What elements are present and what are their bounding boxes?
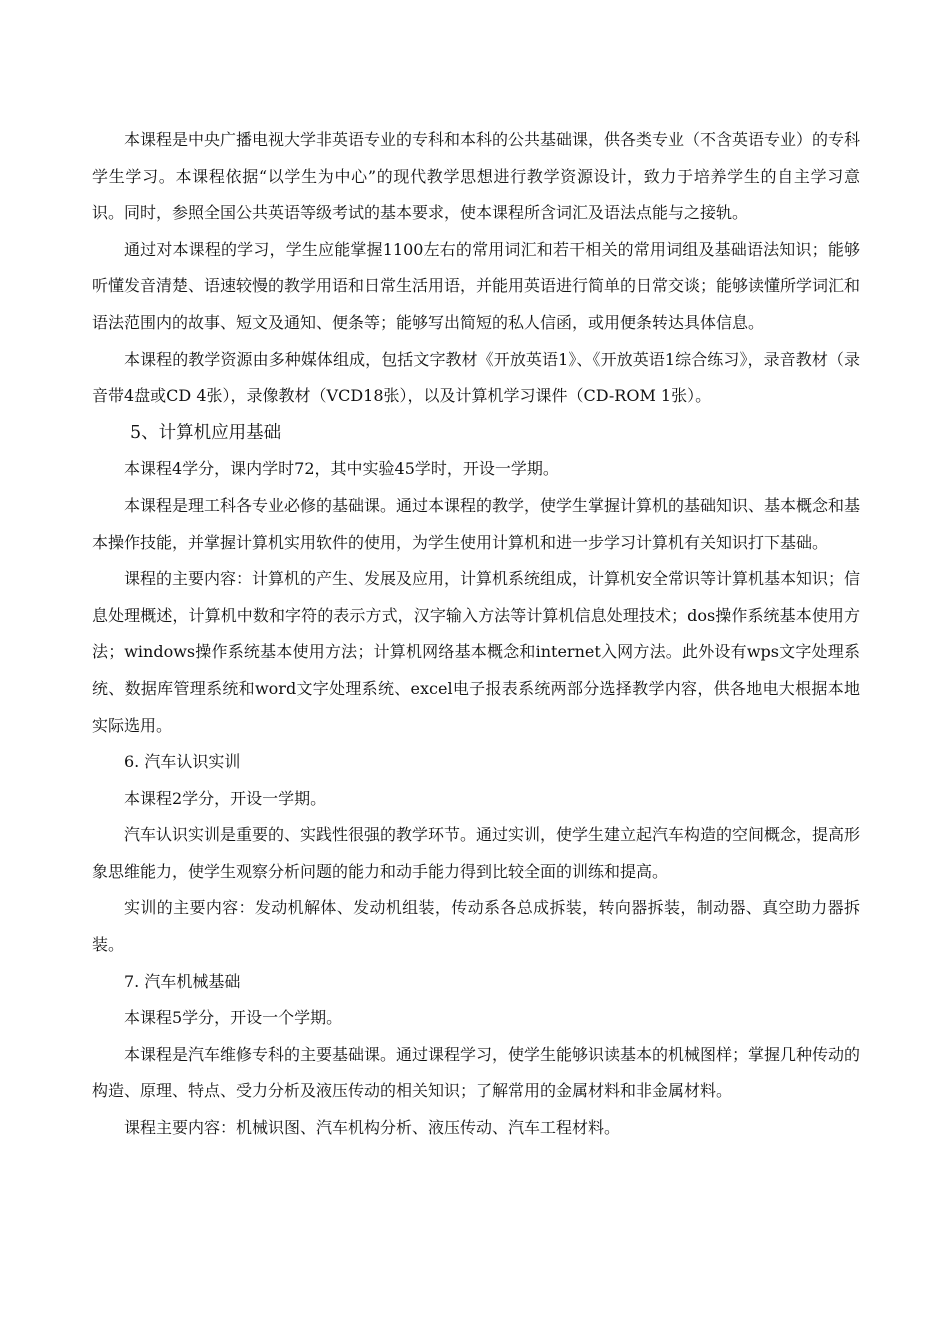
paragraph-english-course-goals: 通过对本课程的学习，学生应能掌握1100左右的常用词汇和若干相关的常用词组及基础语法知识；能够听懂发音清楚、语速较慢的教学用语和日常生活用语，并能用英语进行简单的日常交谈；能够读懂所学词汇和语法范围内的故事、短文及通知、便条等；能够写出简短的私人信函，或用便条转达具体信息。 bbox=[92, 239, 861, 332]
section-heading-computer-basics: 5、计算机应用基础 bbox=[130, 422, 282, 443]
document-body bbox=[92, 122, 860, 1147]
paragraph-english-course-resources: 本课程的教学资源由多种媒体组成，包括文字教材《开放英语1》、《开放英语1综合练习》，录音教材（录音带4盘或CD 4张），录像教材（VCD18张），以及计算机学习课件（CD-ROM 1张）。 bbox=[92, 349, 860, 406]
paragraph-english-course-intro: 本课程是中央广播电视大学非英语专业的专科和本科的公共基础课，供各类专业（不含英语专业）的专科学生学习。本课程依据“以学生为中心”的现代教学思想进行教学资源设计，致力于培养学生的自主学习意识。同时，参照全国公共英语等级考试的基本要求，使本课程所含词汇及语法点能与之接轨。 bbox=[92, 130, 861, 223]
paragraph-auto-mechanics-credits: 本课程5学分，开设一个学期。 bbox=[124, 1008, 343, 1028]
paragraph-computer-content: 课程的主要内容：计算机的产生、发展及应用，计算机系统组成，计算机安全常识等计算机基本知识；信息处理概述，计算机中数和字符的表示方式，汉字输入方法等计算机信息处理技术；dos操作系统基本使用方法；windows操作系统基本使用方法；计算机网络基本概念和internet入网方法。此外设有wps文字处理系统、数据库管理系统和word文字处理系统、excel电子报表系统两部分选择教学内容，供各地电大根据本地实际选用。 bbox=[92, 569, 861, 735]
paragraph-auto-practice-content: 实训的主要内容：发动机解体、发动机组装，传动系各总成拆装，转向器拆装，制动器、真空助力器拆装。 bbox=[92, 898, 860, 955]
paragraph-computer-credits: 本课程4学分，课内学时72，其中实验45学时，开设一学期。 bbox=[124, 459, 559, 479]
paragraph-auto-practice-credits: 本课程2学分，开设一学期。 bbox=[124, 788, 327, 808]
section-heading-auto-practice: 6. 汽车认识实训 bbox=[124, 752, 241, 772]
paragraph-computer-intro: 本课程是理工科各专业必修的基础课。通过本课程的教学，使学生掌握计算机的基础知识、基本概念和基本操作技能，并掌握计算机实用软件的使用，为学生使用计算机和进一步学习计算机有关知识打下基础。 bbox=[92, 495, 861, 552]
paragraph-auto-mechanics-intro: 本课程是汽车维修专科的主要基础课。通过课程学习，使学生能够识读基本的机械图样；掌握几种传动的构造、原理、特点、受力分析及液压传动的相关知识；了解常用的金属材料和非金属材料。 bbox=[92, 1044, 861, 1101]
section-heading-auto-mechanics: 7. 汽车机械基础 bbox=[124, 971, 241, 991]
paragraph-auto-mechanics-content: 课程主要内容：机械识图、汽车机构分析、液压传动、汽车工程材料。 bbox=[124, 1118, 621, 1138]
paragraph-auto-practice-intro: 汽车认识实训是重要的、实践性很强的教学环节。通过实训，使学生建立起汽车构造的空间概念，提高形象思维能力，使学生观察分析问题的能力和动手能力得到比较全面的训练和提高。 bbox=[92, 825, 861, 881]
